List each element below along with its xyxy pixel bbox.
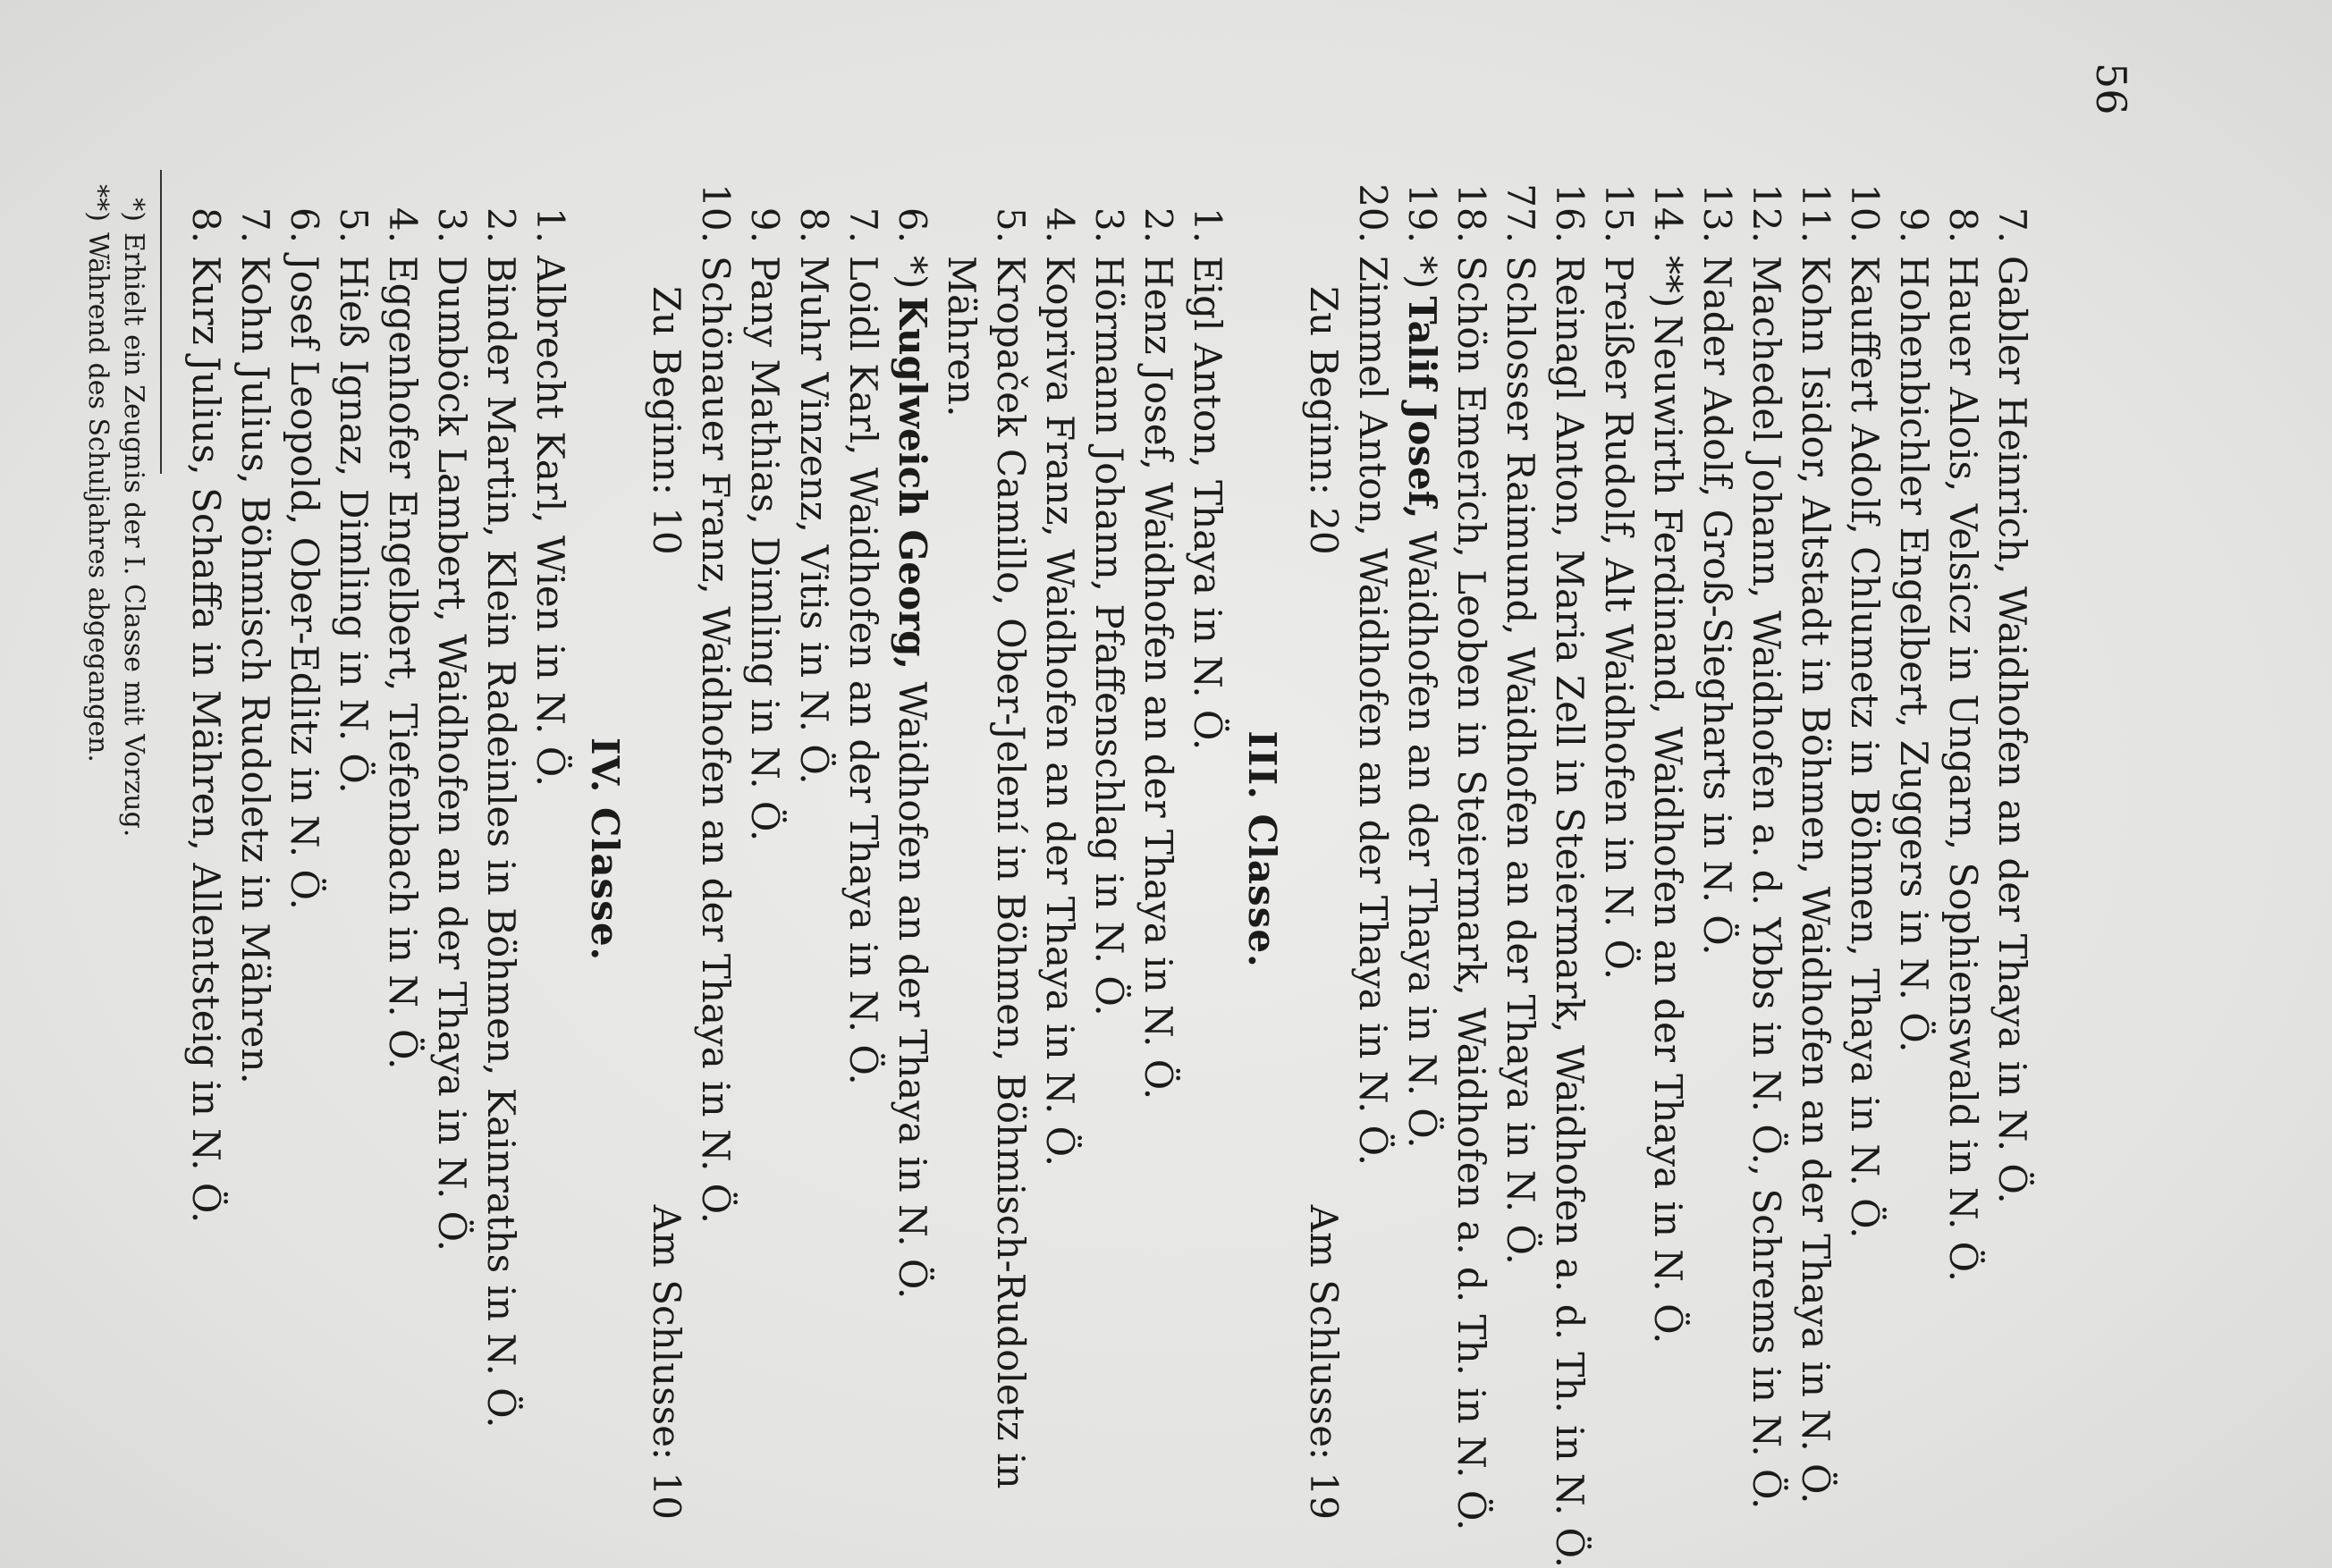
footnote bbox=[115, 170, 151, 1529]
item-number: 6. bbox=[283, 207, 326, 243]
student-name: Kuglweich Georg, bbox=[891, 296, 934, 670]
list-item bbox=[231, 170, 280, 1529]
student-name: Josef Leopold, bbox=[283, 256, 326, 526]
item-number: 8. bbox=[1941, 207, 1985, 243]
class3-summary bbox=[642, 170, 691, 1529]
student-name: Loidl Karl, bbox=[841, 256, 885, 456]
student-place: Klein Radeinles in Böhmen, Kainraths in N. Ö. bbox=[479, 549, 523, 1429]
list-item bbox=[1398, 170, 1447, 1529]
list-item bbox=[1447, 170, 1496, 1529]
student-name: Nader Adolf, bbox=[1695, 256, 1739, 498]
student-name: Hohenbichler Engelbert, bbox=[1892, 256, 1936, 729]
class2-begin-count: Zu Beginn: 20 bbox=[1302, 286, 1346, 555]
student-place: Waidhofen an der Thaya in N. Ö. bbox=[1351, 548, 1395, 1166]
class3-end-count: Am Schlusse: 10 bbox=[645, 1204, 689, 1520]
student-name: Machedel Johann, bbox=[1745, 256, 1788, 599]
footnote-mark: *) bbox=[891, 256, 934, 290]
item-number: 9. bbox=[743, 207, 787, 243]
student-place: Dimling in N. Ö. bbox=[332, 488, 376, 794]
student-place: Waidhofen an der Thaya in N. Ö. bbox=[430, 634, 474, 1252]
footnote-text: Erhielt ein Zeugnis der I. Classe mit Vorzug. bbox=[118, 232, 149, 838]
student-place: Maria Zell in Steiermark, Waidhofen a. d. Th. in N. Ö. bbox=[1548, 549, 1592, 1568]
item-number: 14. bbox=[1646, 183, 1690, 243]
footnote-symbol: *) bbox=[118, 198, 149, 222]
footnotes bbox=[80, 170, 151, 1529]
student-place: Waidhofen an der Thaya in N. Ö. bbox=[1990, 586, 2034, 1204]
list-item bbox=[1085, 170, 1134, 1529]
student-name: Muhr Vinzenz, bbox=[792, 256, 836, 534]
student-name: Kauffert Adolf, bbox=[1843, 256, 1887, 535]
student-place: Ober-Jelení in Böhmen, Böhmisch-Rudoletz in bbox=[989, 618, 1033, 1489]
list-item bbox=[888, 170, 937, 1529]
student-name: Kopriva Franz, bbox=[1038, 256, 1082, 537]
list-item bbox=[839, 170, 888, 1529]
student-name: Schön Emerich, bbox=[1449, 256, 1493, 558]
item-number: 8. bbox=[792, 207, 836, 243]
list-item bbox=[1791, 170, 1840, 1529]
class4-list bbox=[182, 170, 575, 1529]
class4-heading: IV. Classe. bbox=[583, 737, 627, 962]
student-name: Hieß Ignaz, bbox=[332, 256, 376, 477]
student-name: Hauer Alois, bbox=[1941, 256, 1985, 493]
student-place: Leoben in Steiermark, Waidhofen a. d. Th. in N. Ö. bbox=[1449, 569, 1493, 1531]
item-number: 4. bbox=[1038, 207, 1082, 243]
student-name: Eggenhofer Engelbert, bbox=[381, 256, 425, 692]
list-item bbox=[691, 170, 740, 1529]
list-item bbox=[1939, 170, 1988, 1529]
item-number: 12. bbox=[1745, 183, 1788, 243]
item-number: 5. bbox=[332, 207, 376, 243]
student-place: Pfaffenschlag in N. Ö. bbox=[1087, 603, 1131, 1016]
student-name: Schlosser Raimund, bbox=[1499, 256, 1542, 636]
item-number: 13. bbox=[1695, 183, 1739, 243]
student-place: Waidhofen an der Thaya in N. Ö. bbox=[891, 681, 934, 1300]
list-item bbox=[1988, 170, 2037, 1529]
item-number: 20. bbox=[1351, 183, 1395, 243]
item-number: 4. bbox=[381, 207, 425, 243]
student-place: Waidhofen a. d. Ybbs in N. Ö., Schrems in N. Ö. bbox=[1745, 611, 1788, 1510]
student-place: Waidhofen an der Thaya in N. Ö. bbox=[694, 606, 738, 1224]
class3-heading: III. Classe. bbox=[1240, 730, 1284, 968]
student-place: Wien in N. Ö. bbox=[528, 535, 572, 788]
list-item bbox=[378, 170, 427, 1529]
item-number: 7. bbox=[1990, 207, 2034, 243]
item-number: 9. bbox=[1892, 207, 1936, 243]
student-place: Vitis in N. Ö. bbox=[792, 544, 836, 785]
student-name: Eigl Anton, bbox=[1186, 256, 1229, 468]
list-item bbox=[740, 170, 790, 1529]
item-number: 11. bbox=[1794, 183, 1838, 243]
list-item bbox=[1643, 170, 1693, 1529]
list-item bbox=[1594, 170, 1643, 1529]
footnote-mark: *) bbox=[1400, 256, 1444, 290]
student-name: Pany Mathias, bbox=[743, 256, 787, 525]
list-item bbox=[477, 170, 526, 1529]
list-item bbox=[1742, 170, 1791, 1529]
student-name: Talif Josef, bbox=[1400, 296, 1444, 519]
student-place: Dimling in N. Ö. bbox=[743, 536, 787, 842]
class2-end-count: Am Schlusse: 19 bbox=[1302, 1204, 1346, 1520]
student-place: Thaya in N. Ö. bbox=[1186, 480, 1229, 751]
student-place: Waidhofen an der Thaya in N. Ö. bbox=[1136, 482, 1180, 1100]
class3-list bbox=[691, 170, 1232, 1529]
student-place-continuation: Mähren. bbox=[940, 256, 984, 417]
list-item bbox=[329, 170, 378, 1529]
list-item bbox=[526, 170, 575, 1529]
item-number: 3. bbox=[430, 207, 474, 243]
list-item bbox=[182, 170, 231, 1529]
item-number: 10. bbox=[694, 183, 738, 243]
list-item bbox=[1693, 170, 1742, 1529]
student-name: Zimmel Anton, bbox=[1351, 256, 1395, 536]
student-place: Chlumetz in Böhmen, Thaya in N. Ö. bbox=[1843, 546, 1887, 1239]
student-place: Altstadt in Böhmen, Waidhofen an der Thaya in N. Ö. bbox=[1794, 495, 1838, 1505]
student-name: Schönauer Franz, bbox=[694, 256, 738, 594]
list-item bbox=[1545, 170, 1594, 1568]
student-name: Dumböck Lambert, bbox=[430, 256, 474, 622]
student-place: Waidhofen an der Thaya in N. Ö. bbox=[1400, 530, 1444, 1149]
student-place: Zuggers in N. Ö. bbox=[1892, 739, 1936, 1053]
student-place: Waidhofen an der Thaya in N. Ö. bbox=[841, 467, 885, 1085]
item-number: 1. bbox=[528, 207, 572, 243]
item-number: 8. bbox=[184, 207, 228, 243]
class2-continued-list bbox=[1348, 170, 2037, 1568]
page-content bbox=[80, 170, 2037, 1568]
item-number: 6. bbox=[891, 207, 934, 243]
footnote-text: Während des Schuljahres abgegangen. bbox=[82, 232, 114, 763]
item-number: 15. bbox=[1597, 183, 1641, 243]
student-name: Kropaček Camillo, bbox=[989, 256, 1033, 606]
list-item bbox=[1889, 170, 1939, 1529]
student-place: Tiefenbach in N. Ö. bbox=[381, 703, 425, 1070]
item-number: 7. bbox=[841, 207, 885, 243]
list-item bbox=[986, 170, 1035, 1529]
student-name: Albrecht Karl, bbox=[528, 256, 572, 524]
student-name: Neuwirth Ferdinand, bbox=[1646, 315, 1690, 715]
item-number: 2. bbox=[1136, 207, 1180, 243]
list-item bbox=[1496, 170, 1545, 1529]
list-item bbox=[1035, 170, 1085, 1529]
student-place: Ober-Edlitz in N. Ö. bbox=[283, 536, 326, 910]
item-number: 2. bbox=[479, 207, 523, 243]
footnote-symbol: **) bbox=[82, 184, 114, 222]
list-item bbox=[1134, 170, 1183, 1529]
item-number: 19. bbox=[1400, 183, 1444, 243]
student-name: Reinagl Anton, bbox=[1548, 256, 1592, 538]
item-number: 3. bbox=[1087, 207, 1131, 243]
student-place: Waidhofen an der Thaya in N. Ö. bbox=[1499, 647, 1542, 1265]
item-number: 16. bbox=[1548, 183, 1592, 243]
item-number: 5. bbox=[989, 207, 1033, 243]
list-item bbox=[427, 170, 477, 1529]
student-name: Binder Martin, bbox=[479, 256, 523, 538]
list-item bbox=[1348, 170, 1398, 1529]
student-place: Alt Waidhofen in N. Ö. bbox=[1597, 558, 1641, 980]
list-item bbox=[1840, 170, 1889, 1529]
student-name: Hörmann Johann, bbox=[1087, 256, 1131, 592]
student-place: Waidhofen an der Thaya in N. Ö. bbox=[1038, 549, 1082, 1167]
student-place: Velsicz in Ungarn, Sophienswald in N. Ö. bbox=[1941, 503, 1985, 1282]
item-number: 7. bbox=[233, 207, 277, 243]
student-name: Kurz Julius, bbox=[184, 256, 228, 476]
student-name: Kohn Isidor, bbox=[1794, 256, 1838, 485]
footnote bbox=[80, 170, 115, 1529]
list-item bbox=[790, 170, 839, 1529]
student-place: Böhmisch Rudoletz in Mähren. bbox=[233, 496, 277, 1084]
student-name: Henz Josef, bbox=[1136, 256, 1180, 470]
list-item bbox=[280, 170, 329, 1529]
item-number: 10. bbox=[1843, 183, 1887, 243]
footnote-mark: **) bbox=[1646, 256, 1690, 308]
class3-begin-count: Zu Beginn: 10 bbox=[645, 286, 689, 555]
list-item bbox=[1183, 170, 1232, 1529]
student-name: Gabler Heinrich, bbox=[1990, 256, 2034, 575]
student-place: Schaffa in Mähren, Allentsteig in N. Ö. bbox=[184, 487, 228, 1224]
item-number: 1. bbox=[1186, 207, 1229, 243]
footnote-divider bbox=[160, 170, 162, 474]
page-number: 56 bbox=[2087, 63, 2135, 115]
item-number: 18. bbox=[1449, 183, 1493, 243]
student-place: Waidhofen an der Thaya in N. Ö. bbox=[1646, 726, 1690, 1345]
student-name: Kohn Julius, bbox=[233, 256, 277, 485]
class2-summary bbox=[1299, 170, 1348, 1529]
item-number: 77. bbox=[1499, 183, 1542, 243]
student-name: Preißer Rudolf, bbox=[1597, 256, 1641, 546]
student-place: Groß-Siegharts in N. Ö. bbox=[1695, 509, 1739, 956]
